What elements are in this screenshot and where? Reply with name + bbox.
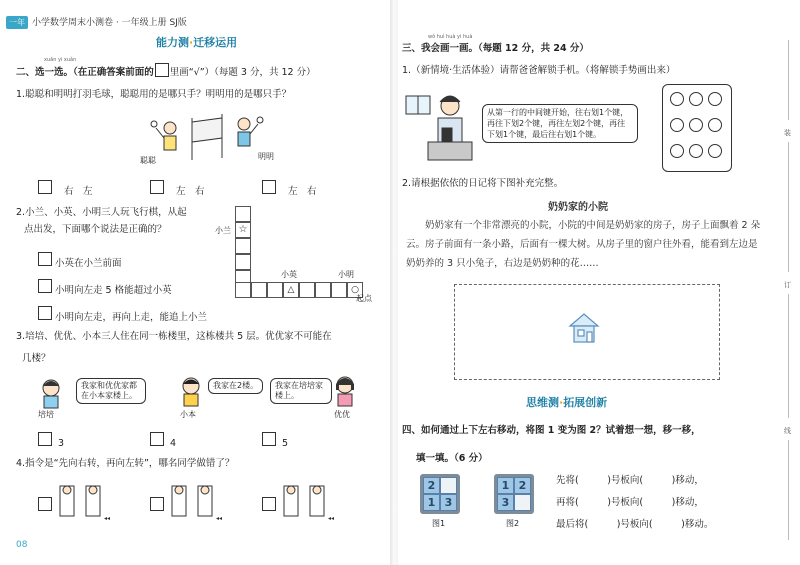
bubble-peipei: 我家和优优家都在小本家楼上。	[76, 378, 146, 404]
answer-box[interactable]	[262, 497, 276, 511]
section-separator: ·	[189, 36, 194, 49]
q1-option-c[interactable]	[262, 179, 317, 198]
section-title-ability	[156, 34, 237, 50]
name-congcong: 聪聪	[140, 156, 156, 165]
name-mingming: 明明	[258, 152, 274, 161]
part3-q2-text: 2.请根据依依的日记将下图补充完整。	[402, 178, 564, 189]
q2-text-line2: 点出发，下面哪个说法是正确的？	[24, 224, 167, 235]
svg-text:◂◂: ◂◂	[216, 515, 223, 522]
answer-box[interactable]	[262, 180, 276, 194]
kids-turning-b-icon	[168, 480, 228, 525]
story-text: 奶奶家有一个非常漂亮的小院，小院的中间是奶奶家的房子，房子上面飘着 2 朵云。房子前面有一条小路，后面有一棵大树。从房子里的窗户往外看，能看到左边是奶奶养的 3 只小兔子，右边是奶奶种的花……	[406, 220, 761, 269]
q3-option-b[interactable]	[150, 431, 176, 450]
unlock-dot[interactable]	[689, 92, 703, 106]
q1-option-a-label: 右 左	[64, 186, 93, 197]
story-title: 奶奶家的小院	[548, 202, 608, 213]
binding-line	[788, 440, 789, 540]
girl-peipei-icon	[36, 378, 66, 410]
unlock-dot[interactable]	[670, 144, 684, 158]
bubble-youyou: 我家在培培家楼上。	[270, 378, 332, 404]
kids-turning-c-icon	[280, 480, 340, 525]
section-title-main: 思维测	[526, 396, 559, 409]
house-icon	[566, 310, 602, 346]
q1-option-b[interactable]	[150, 179, 205, 198]
svg-text:◂◂: ◂◂	[328, 515, 335, 522]
part2-title-tail: 里画“√”）（每题 3 分，共 12 分）	[169, 67, 316, 78]
q1-option-c-label: 左 右	[288, 186, 317, 197]
boy-xiaoben-icon	[176, 376, 206, 408]
q3-option-a[interactable]	[38, 431, 64, 450]
q4-option-a[interactable]	[38, 496, 52, 515]
binding-mark-zhuang: 装	[784, 129, 791, 137]
q2-option-b[interactable]	[38, 278, 172, 297]
right-page	[398, 0, 800, 565]
answer-box[interactable]	[262, 432, 276, 446]
q2-option-a-label: 小英在小兰前面	[55, 258, 122, 269]
q3-option-c-label: 5	[282, 438, 289, 449]
section-subtitle: 拓展创新	[563, 396, 608, 409]
label-xiaoying: 小英	[281, 270, 297, 279]
q2-text-line1: 2.小兰、小英、小明三人玩飞行棋，从起	[16, 207, 187, 218]
part2-title	[16, 63, 316, 80]
unlock-dot[interactable]	[670, 118, 684, 132]
label-xiaolan: 小兰	[215, 226, 231, 235]
answer-box[interactable]	[150, 432, 164, 446]
q4-option-c[interactable]	[262, 496, 276, 515]
q1-option-b-label: 左 右	[176, 186, 205, 197]
dad-phone-illustration	[404, 90, 484, 165]
binding-mark-ding: 订	[784, 281, 791, 289]
pinyin-huahua: wǒ huì huà yi huà	[428, 34, 473, 40]
section-subtitle: 迁移运用	[193, 36, 238, 49]
fig1-tile-empty	[440, 477, 457, 494]
answer-box[interactable]	[38, 279, 52, 293]
unlock-dot[interactable]	[670, 92, 684, 106]
q3-text-line1: 3.培培、优优、小本三人住在同一栋楼里，这栋楼共 5 层。优优家不可能在	[16, 331, 332, 342]
q3-text-line2: 几楼？	[22, 353, 51, 364]
left-page: 一年 小学数学周末小测卷 · 一年级上册 SJ版 能力测·迁移运用 xuǎn yi xuǎn 二、选一选。（在正确答案前面的 里画“√”）（每题 3 分，共 12 分） 1.聪聪和明明打羽毛球，聪聪用的是哪只手？明明用的是哪只手？ 聪聪 明明 右 左 左 右 左 右 2.小兰、小英、小明三人玩飞行棋，从起 点出发，下面哪个说法是正确的？ ☆ △ ○ 小兰 小英 小明 起点 小英在小兰前面 小明向左走 5 格能超过小英 小明向左走，再向上走，能追上小兰 3.培培、优优、小本三人住在同一栋楼里，这栋楼共 5 层。优优家不可能在 几楼？ 我家和优优家都在小本家楼上。 培培 我家在2楼。 小本 我家在培培家楼上。 优优 3 4 5 4.指令是“先向右转，再向左转”，哪名同学做错了？ ◂◂ ◂◂ ◂◂ 08	[0, 0, 392, 565]
section-separator: ·	[559, 396, 564, 409]
q4-option-b[interactable]	[150, 496, 164, 515]
q2-option-c-label: 小明向左走，再向上走，能追上小兰	[55, 312, 208, 323]
unlock-hint-bubble: 从第一行的中间键开始，往右划1个键，再往下划2个键，再往左划2个键，再往下划1个键，最后往右划1个键。	[482, 104, 638, 143]
q3-option-a-label: 3	[58, 438, 65, 449]
q2-option-a[interactable]	[38, 251, 122, 270]
badminton-illustration	[150, 108, 265, 164]
binding-line	[788, 142, 789, 272]
fig2-tile: 2	[514, 477, 531, 494]
q1-option-a[interactable]	[38, 179, 93, 198]
binding-line	[788, 294, 789, 418]
q4-text: 4.指令是“先向右转，再向左转”，哪名同学做错了？	[16, 458, 235, 469]
fig1-tile: 3	[440, 494, 457, 511]
fig2-label: 图2	[506, 519, 520, 528]
fig1-tile: 2	[423, 477, 440, 494]
fig2-tile: 1	[497, 477, 514, 494]
unlock-dot[interactable]	[708, 144, 722, 158]
pinyin-xuan: xuǎn yi xuǎn	[44, 57, 77, 63]
grade-tag: 一年	[6, 16, 28, 29]
header-title: 小学数学周末小测卷 · 一年级上册 SJ版	[32, 18, 187, 28]
part3-q1-text: 1.（新情境·生活体验）请帮爸爸解锁手机。（将解锁手势画出来）	[402, 65, 676, 76]
part2-title-head: 二、选一选。（在正确答案前面的	[16, 67, 154, 78]
kids-turning-a-icon	[56, 480, 116, 525]
name-xiaoben: 小本	[180, 410, 196, 419]
part3-title: 三、我会画一画。（每题 12 分，共 24 分）	[402, 43, 589, 54]
move-line-3[interactable]: 最后将( )号板向( )移动。	[556, 519, 714, 530]
answer-box[interactable]	[38, 180, 52, 194]
move-line-2[interactable]: 再将( )号板向( )移动，	[556, 497, 704, 508]
name-peipei: 培培	[38, 410, 54, 419]
part4-title: 四、如何通过上下左右移动，将图 1 变为图 2？试着想一想，移一移，	[402, 425, 701, 436]
fig1-tile: 1	[423, 494, 440, 511]
binding-mark-xian: 线	[784, 427, 791, 435]
q2-option-c[interactable]	[38, 305, 207, 324]
unlock-dot[interactable]	[708, 118, 722, 132]
name-youyou: 优优	[334, 410, 350, 419]
fig2-tile: 3	[497, 494, 514, 511]
page-number: 08	[16, 540, 28, 550]
section-title-main: 能力测	[156, 36, 189, 49]
answer-box[interactable]	[150, 180, 164, 194]
fig1-label: 图1	[432, 519, 446, 528]
unlock-dot[interactable]	[708, 92, 722, 106]
binding-line	[788, 40, 789, 120]
move-line-1[interactable]: 先将( )号板向( )移动，	[556, 475, 704, 486]
answer-box[interactable]	[150, 497, 164, 511]
q3-option-c[interactable]	[262, 431, 288, 450]
label-xiaoming: 小明	[338, 270, 354, 279]
girl-youyou-icon	[330, 374, 360, 408]
section-title-thinking	[526, 394, 607, 410]
q2-option-b-label: 小明向左走 5 格能超过小英	[55, 285, 172, 296]
q3-option-b-label: 4	[170, 438, 177, 449]
answer-box[interactable]	[38, 497, 52, 511]
svg-text:◂◂: ◂◂	[104, 515, 111, 522]
fig2-tile-empty	[514, 494, 531, 511]
answer-box-sample	[155, 63, 169, 77]
bubble-xiaoben: 我家在2楼。	[208, 378, 263, 394]
answer-box[interactable]	[38, 306, 52, 320]
part4-title2: 填一填。（6 分）	[416, 453, 488, 464]
unlock-dot[interactable]	[689, 118, 703, 132]
answer-box[interactable]	[38, 252, 52, 266]
answer-box[interactable]	[38, 432, 52, 446]
q1-text: 1.聪聪和明明打羽毛球，聪聪用的是哪只手？明明用的是哪只手？	[16, 89, 292, 100]
label-start: 起点	[356, 294, 372, 303]
unlock-dot[interactable]	[689, 144, 703, 158]
